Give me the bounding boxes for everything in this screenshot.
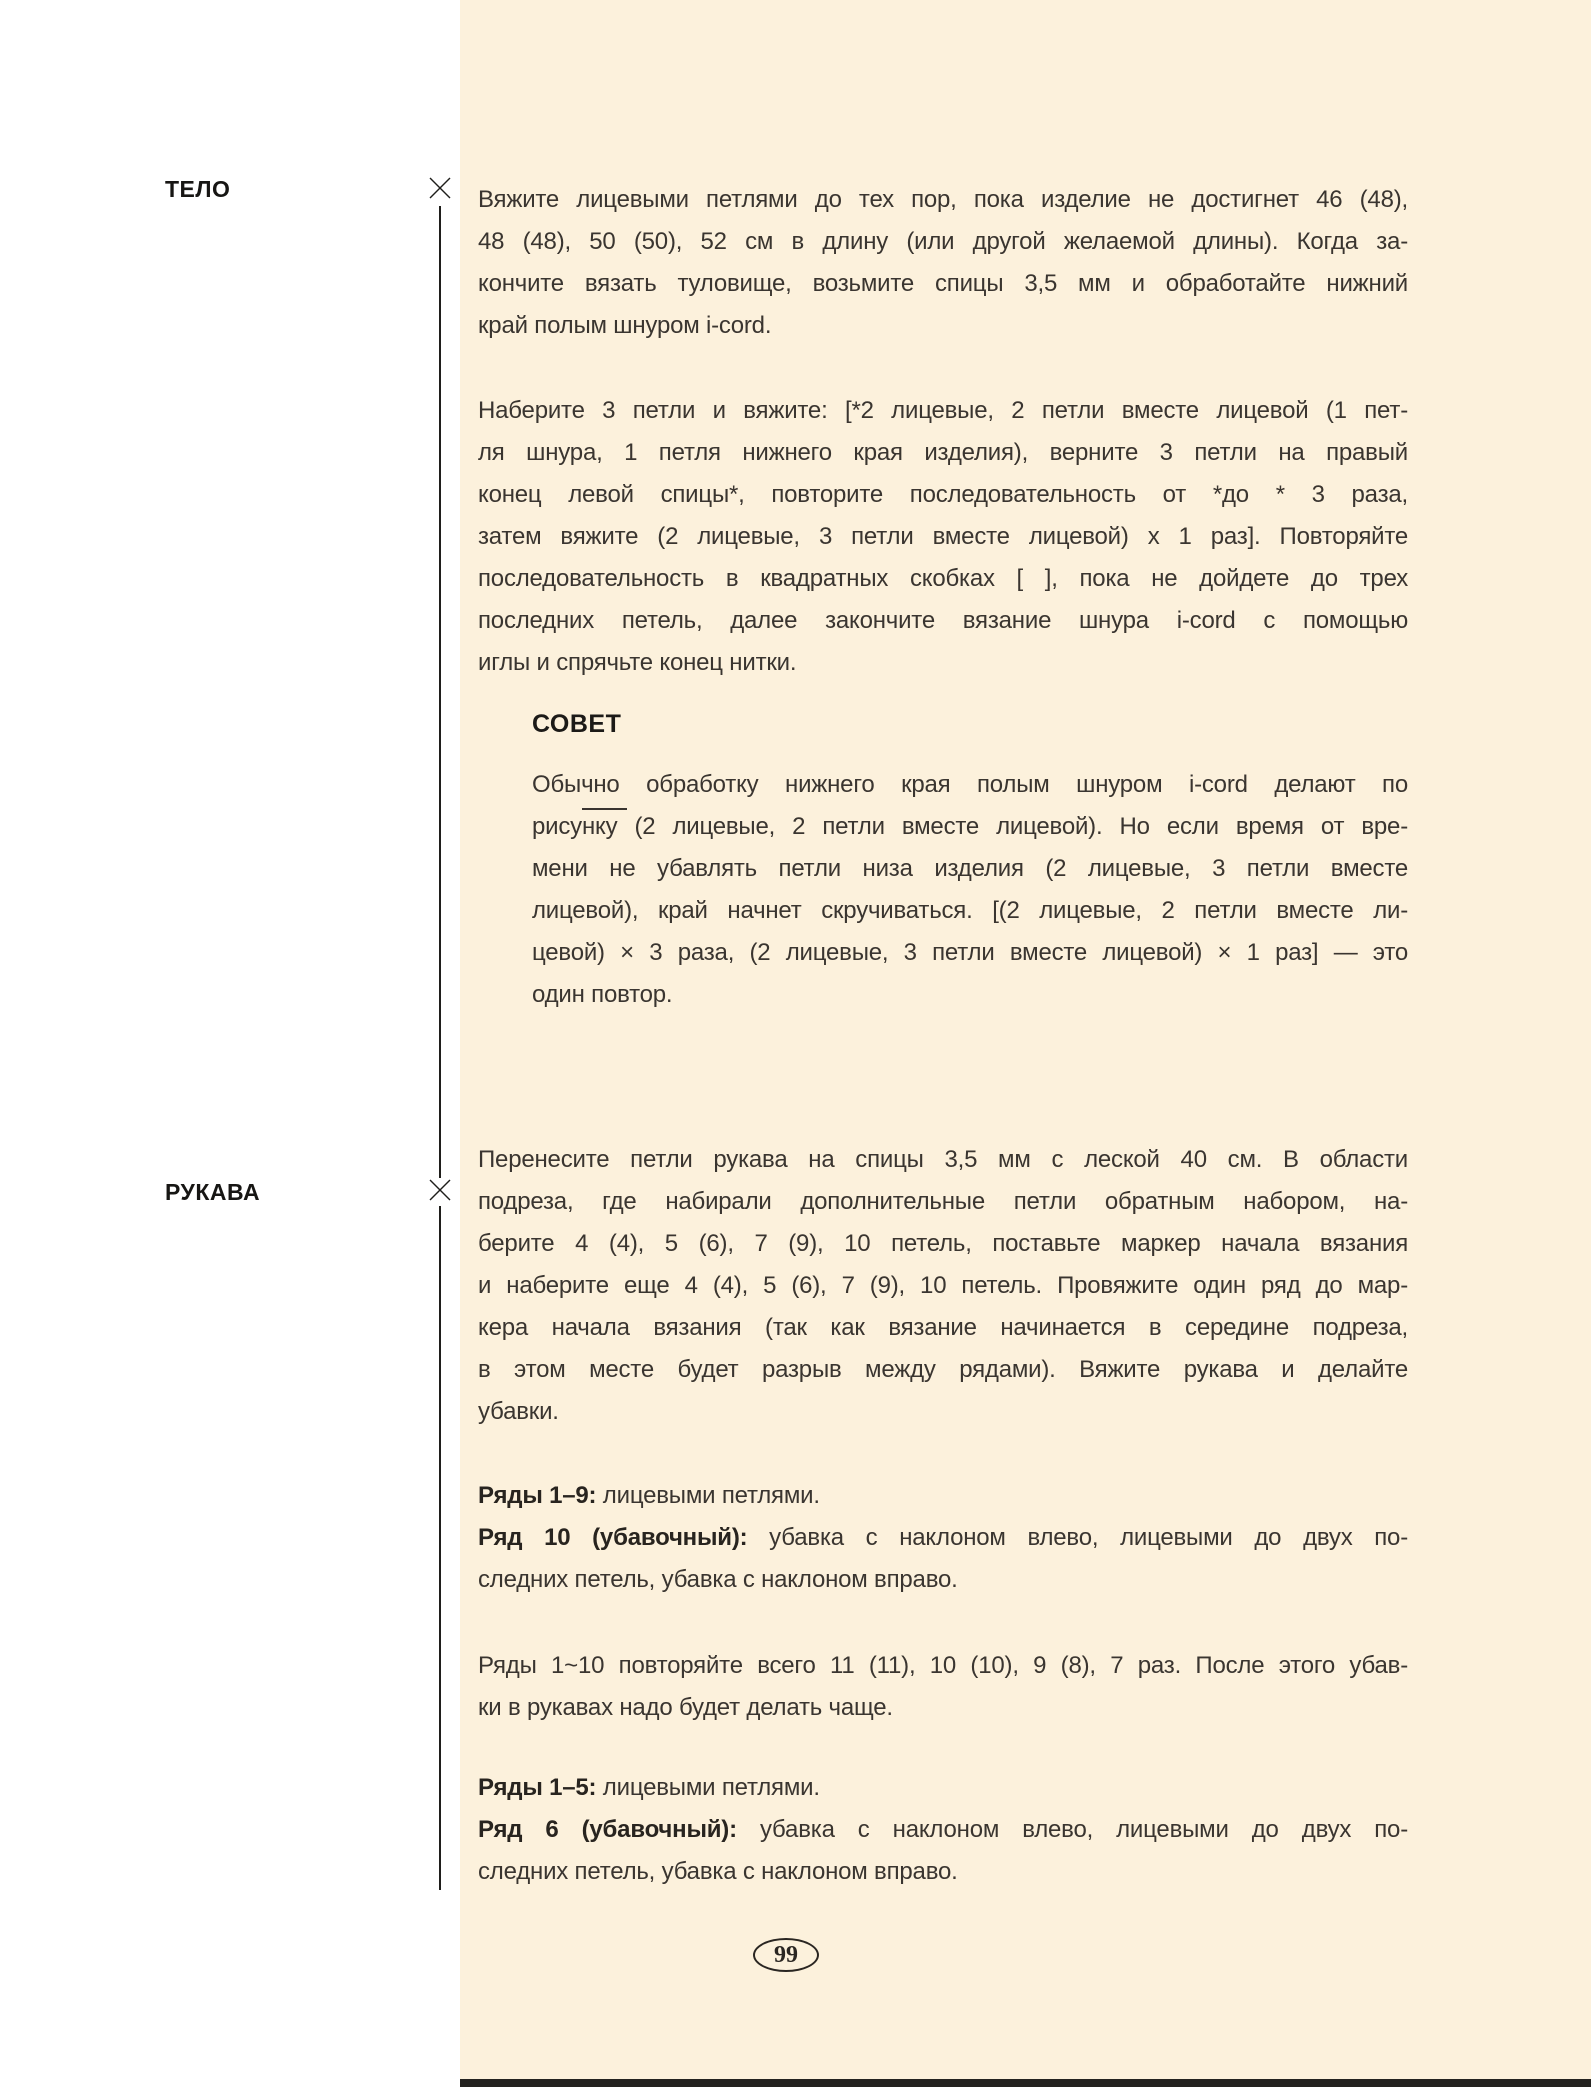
- text-line: следних петель, убавка с наклоном вправо.: [478, 1858, 958, 1885]
- rows-block-1: [478, 1475, 1408, 1601]
- text-line: лицевой), край начнет скручиваться. [(2 лицевые, 2 петли вместе ли-: [532, 897, 1408, 924]
- print-artifact-line: [582, 808, 627, 810]
- text-line: [478, 1475, 1408, 1517]
- row-label: Ряд 6 (убавочный):: [478, 1816, 737, 1843]
- text-line: Наберите 3 петли и вяжите: [*2 лицевые, 2 петли вместе лицевой (1 пет-: [478, 397, 1408, 424]
- text-line: ля шнура, 1 петля нижнего края изделия), верните 3 петли на правый: [478, 439, 1408, 466]
- cross-marker-icon: [429, 177, 451, 199]
- text-line: [478, 1809, 1408, 1851]
- row-label: Ряды 1–5:: [478, 1774, 597, 1801]
- paragraph-icord-instructions: [478, 390, 1408, 684]
- text-line: Ряды 1~10 повторяйте всего 11 (11), 10 (10), 9 (8), 7 раз. После этого убав-: [478, 1652, 1408, 1679]
- text-line: в этом месте будет разрыв между рядами). Вяжите рукава и делайте: [478, 1356, 1408, 1383]
- text-line: убавки.: [478, 1398, 559, 1425]
- text-line: один повтор.: [532, 981, 673, 1008]
- section-label-sleeves: РУКАВА: [165, 1179, 261, 1205]
- text-line: конец левой спицы*, повторите последовательность от *до * 3 раза,: [478, 481, 1408, 508]
- vertical-rule: [439, 206, 441, 1178]
- cross-marker-icon: [429, 1179, 451, 1201]
- text-line: кончите вязать туловище, возьмите спицы 3,5 мм и обработайте нижний: [478, 270, 1408, 297]
- tip-heading: СОВЕТ: [532, 710, 622, 738]
- text-line: подреза, где набирали дополнительные петли обратным набором, на-: [478, 1188, 1408, 1215]
- text-line: цевой) × 3 раза, (2 лицевые, 3 петли вместе лицевой) × 1 раз] — это: [532, 939, 1408, 966]
- text-line: и наберите еще 4 (4), 5 (6), 7 (9), 10 петель. Провяжите один ряд до мар-: [478, 1272, 1408, 1299]
- text-line: последних петель, далее закончите вязание шнура i-cord с помощью: [478, 607, 1408, 634]
- text-line: 48 (48), 50 (50), 52 см в длину (или другой желаемой длины). Когда за-: [478, 228, 1408, 255]
- page-edge-strip: [460, 2079, 1591, 2087]
- text-line: иглы и спрячьте конец нитки.: [478, 649, 797, 676]
- rows-block-2: [478, 1767, 1408, 1893]
- text-line: кера начала вязания (так как вязание начинается в середине подреза,: [478, 1314, 1408, 1341]
- row-text: убавка с наклоном влево, лицевыми до двух по-: [747, 1524, 1408, 1551]
- row-text: убавка с наклоном влево, лицевыми до двух по-: [736, 1816, 1408, 1843]
- tip-block: [532, 764, 1408, 1016]
- paragraph-body-length: [478, 179, 1408, 347]
- text-line: [478, 1767, 1408, 1809]
- section-label-body: ТЕЛО: [165, 176, 231, 202]
- row-label: Ряды 1–9:: [478, 1482, 597, 1509]
- page-number: 99: [774, 1941, 798, 1968]
- text-line: край полым шнуром i-cord.: [478, 312, 772, 339]
- vertical-rule: [439, 1206, 441, 1890]
- text-line: рисунку (2 лицевые, 2 петли вместе лицевой). Но если время от вре-: [532, 813, 1408, 840]
- paragraph-sleeves-setup: [478, 1139, 1408, 1433]
- text-line: затем вяжите (2 лицевые, 3 петли вместе лицевой) х 1 раз]. Повторяйте: [478, 523, 1408, 550]
- row-text: лицевыми петлями.: [596, 1482, 820, 1509]
- text-line: Перенесите петли рукава на спицы 3,5 мм с леской 40 см. В области: [478, 1146, 1408, 1173]
- text-line: последовательность в квадратных скобках [ ], пока не дойдете до трех: [478, 565, 1408, 592]
- text-line: мени не убавлять петли низа изделия (2 лицевые, 3 петли вместе: [532, 855, 1408, 882]
- row-label: Ряд 10 (убавочный):: [478, 1524, 748, 1551]
- text-line: Вяжите лицевыми петлями до тех пор, пока изделие не достигнет 46 (48),: [478, 186, 1408, 213]
- page-number-badge: [753, 1938, 819, 1972]
- row-text: лицевыми петлями.: [596, 1774, 820, 1801]
- text-line: ки в рукавах надо будет делать чаще.: [478, 1694, 893, 1721]
- text-line: [478, 1517, 1408, 1559]
- text-line: берите 4 (4), 5 (6), 7 (9), 10 петель, поставьте маркер начала вязания: [478, 1230, 1408, 1257]
- paragraph-repeat: [478, 1645, 1408, 1729]
- text-line: Обычно обработку нижнего края полым шнуром i-cord делают по: [532, 771, 1408, 798]
- text-line: следних петель, убавка с наклоном вправо.: [478, 1566, 958, 1593]
